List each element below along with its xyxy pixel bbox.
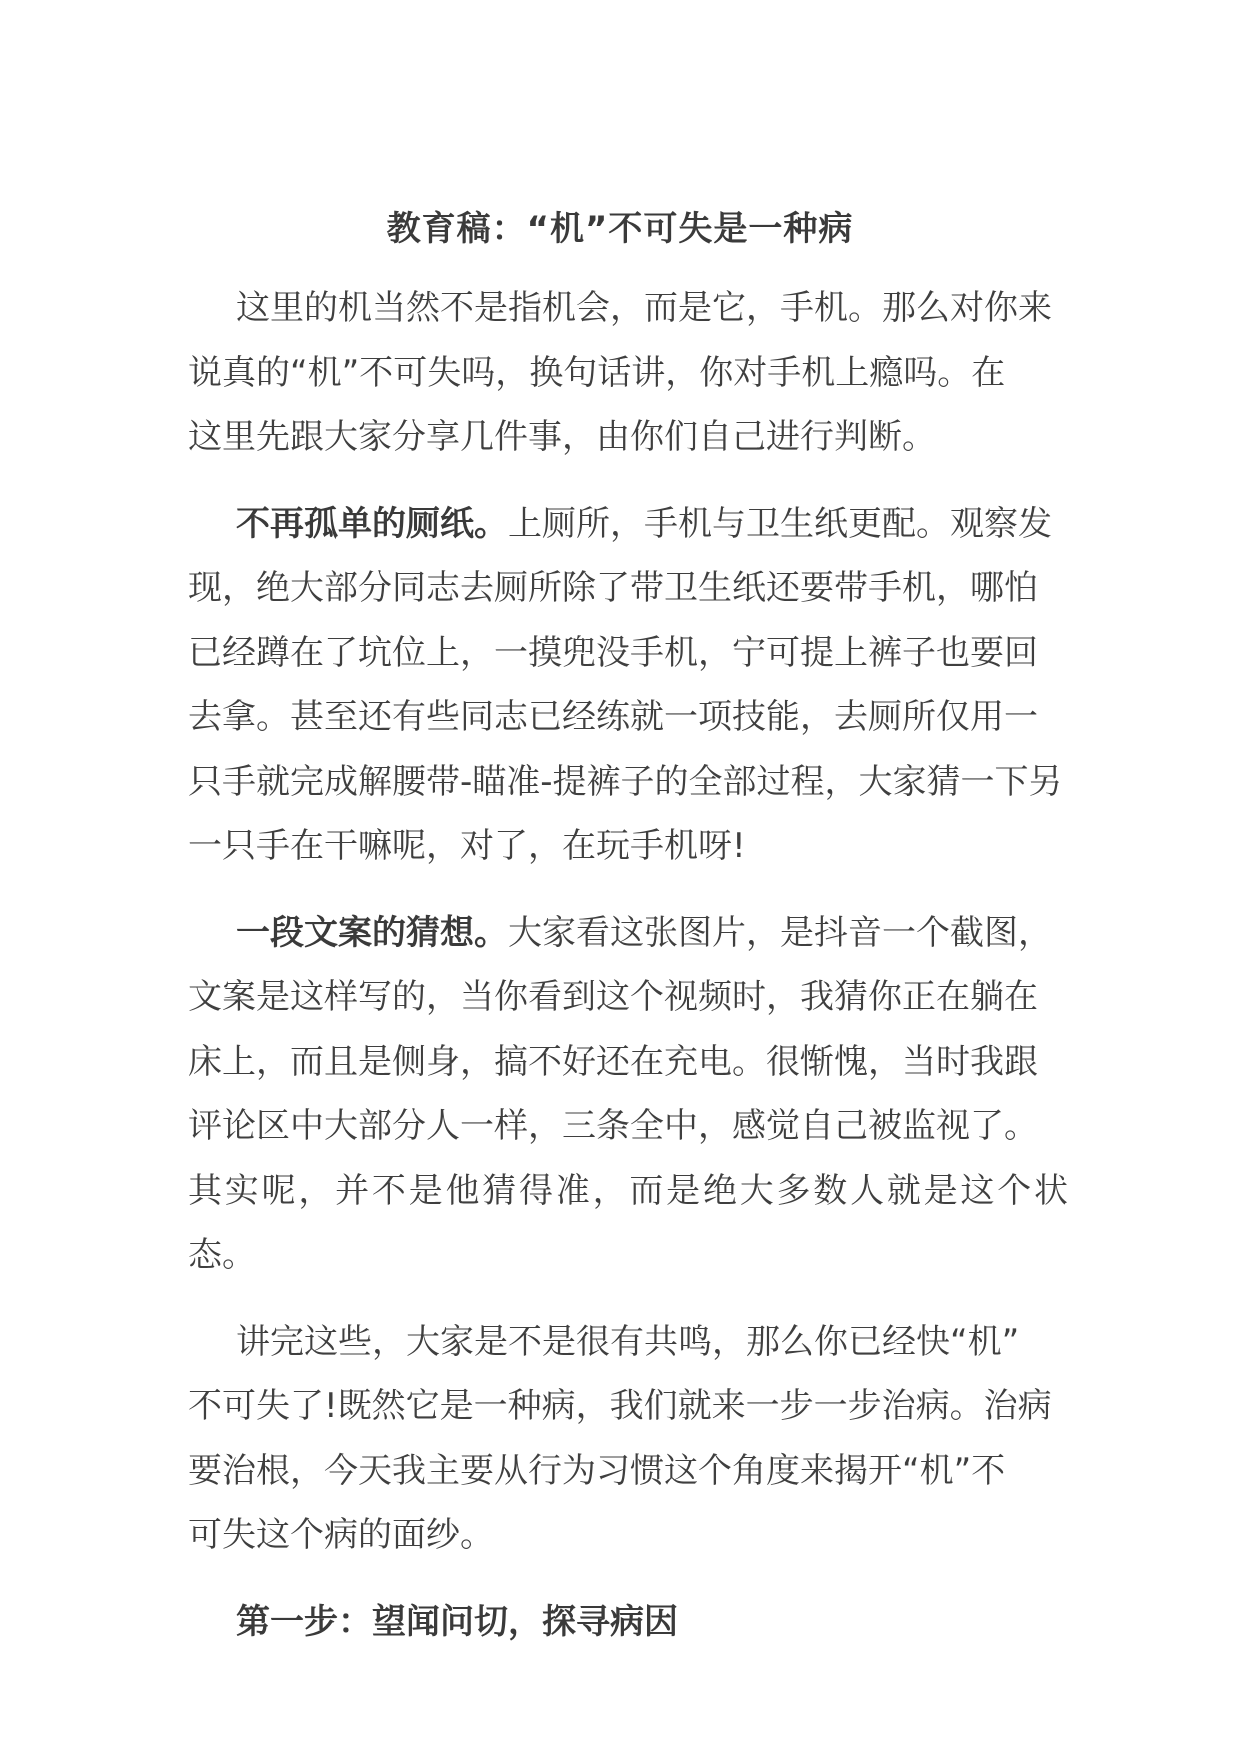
paragraph-line: 讲完这些，大家是不是很有共鸣，那么你已经快“机” (236, 1321, 1020, 1362)
paragraph-toilet-paper (188, 492, 1068, 879)
paragraph-copywriting (188, 901, 1068, 1288)
paragraph-line: 不可失了!既然它是一种病，我们就来一步一步治病。治病 (188, 1386, 1052, 1426)
paragraph-line: 一只手在干嘛呢，对了，在玩手机呀! (188, 826, 746, 866)
paragraph-line: 要治根，今天我主要从行为习惯这个角度来揭开“机”不 (188, 1450, 1006, 1491)
document-title: 教育稿：“机”不可失是一种病 (386, 209, 854, 249)
paragraph-line: 评论区中大部分人一样，三条全中，感觉自己被监视了。 (188, 1106, 1038, 1146)
paragraph-line: 大家看这张图片，是抖音一个截图， (508, 912, 1052, 953)
paragraph-line: 去拿。甚至还有些同志已经练就一项技能，去厕所仅用一 (188, 697, 1038, 737)
paragraph-first-line (188, 492, 1068, 557)
section-heading: 第一步：望闻问切，探寻病因 (236, 1601, 678, 1642)
paragraph-line: 说真的“机”不可失吗，换句话讲，你对手机上瘾吗。在 (188, 352, 1006, 393)
paragraph-line: 只手就完成解腰带-瞄准-提裤子的全部过程，大家猜一下另 (188, 761, 1063, 802)
paragraph-lead: 不再孤单的厕纸。 (236, 503, 508, 544)
paragraph-lead: 一段文案的猜想。 (236, 912, 508, 953)
paragraph-line: 上厕所，手机与卫生纸更配。观察发 (508, 503, 1052, 544)
paragraph-line: 可失这个病的面纱。 (188, 1515, 494, 1555)
paragraph-first-line (188, 901, 1068, 966)
paragraph-line: 床上，而且是侧身，搞不好还在充电。很惭愧，当时我跟 (188, 1041, 1038, 1082)
paragraph-line: 已经蹲在了坑位上，一摸兜没手机，宁可提上裤子也要回 (188, 632, 1038, 673)
paragraph-line: 这里先跟大家分享几件事，由你们自己进行判断。 (188, 417, 936, 457)
paragraph-line: 这里的机当然不是指机会，而是它，手机。那么对你来 (236, 288, 1052, 328)
paragraph-intro (188, 276, 1068, 470)
document-body (188, 276, 1068, 1654)
paragraph-conclusion (188, 1310, 1068, 1568)
paragraph-line: 现，绝大部分同志去厕所除了带卫生纸还要带手机，哪怕 (188, 568, 1038, 608)
paragraph-line: 文案是这样写的，当你看到这个视频时，我猜你正在躺在 (188, 977, 1038, 1017)
paragraph-line: 其实呢，并不是他猜得准，而是绝大多数人就是这个状态。 (188, 1170, 1068, 1275)
